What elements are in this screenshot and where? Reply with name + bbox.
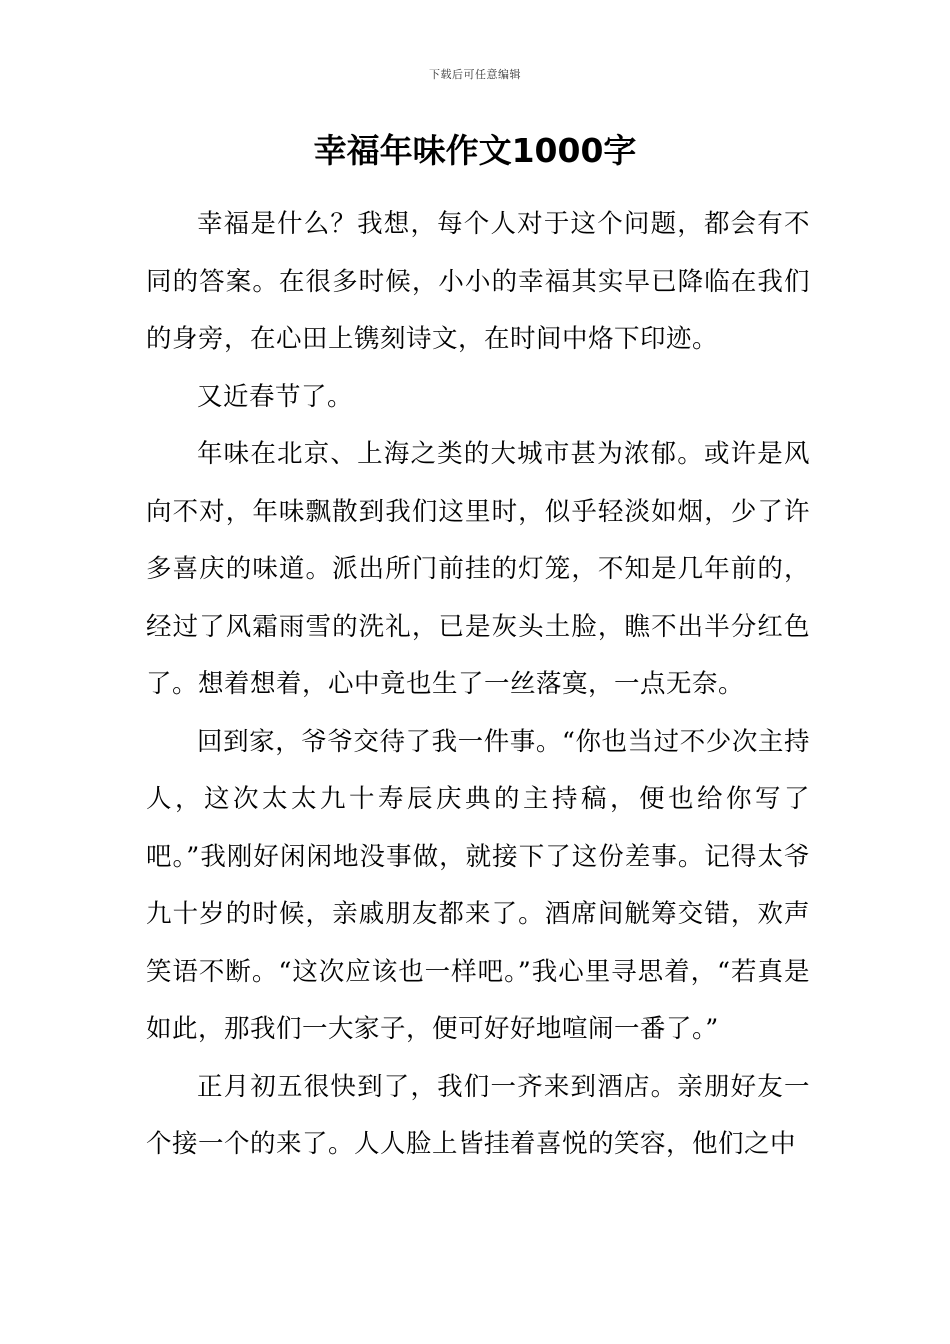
paragraph: 回到家，爷爷交待了我一件事。“你也当过不少次主持人，这次太太九十寿辰庆典的主持稿，便也给你写了吧。”我刚好闲闲地没事做，就接下了这份差事。记得太爷九十岁的时候，亲戚朋友都来了。酒席间觥筹交错，欢声笑语不断。“这次应该也一样吧。”我心里寻思着，“若真是如此，那我们一大家子，便可好好地喧闹一番了。” [146, 726, 810, 1044]
header-note: 下载后可任意编辑 [429, 68, 521, 81]
paragraph: 正月初五很快到了，我们一齐来到酒店。亲朋好友一个接一个的来了。人人脸上皆挂着喜悦的笑容，他们之中 [146, 1071, 810, 1159]
document-title: 幸福年味作文1000字 [313, 131, 637, 170]
paragraph: 幸福是什么？我想，每个人对于这个问题，都会有不同的答案。在很多时候，小小的幸福其实早已降临在我们的身旁，在心田上镌刻诗文，在时间中烙下印迹。 [146, 209, 810, 354]
paragraph: 年味在北京、上海之类的大城市甚为浓郁。或许是风向不对，年味飘散到我们这里时，似乎轻淡如烟，少了许多喜庆的味道。派出所门前挂的灯笼，不知是几年前的，经过了风霜雨雪的洗礼，已是灰头土脸，瞧不出半分红色了。想着想着，心中竟也生了一丝落寞，一点无奈。 [146, 439, 810, 699]
paragraph: 又近春节了。 [197, 381, 354, 412]
document-body [146, 196, 810, 1174]
